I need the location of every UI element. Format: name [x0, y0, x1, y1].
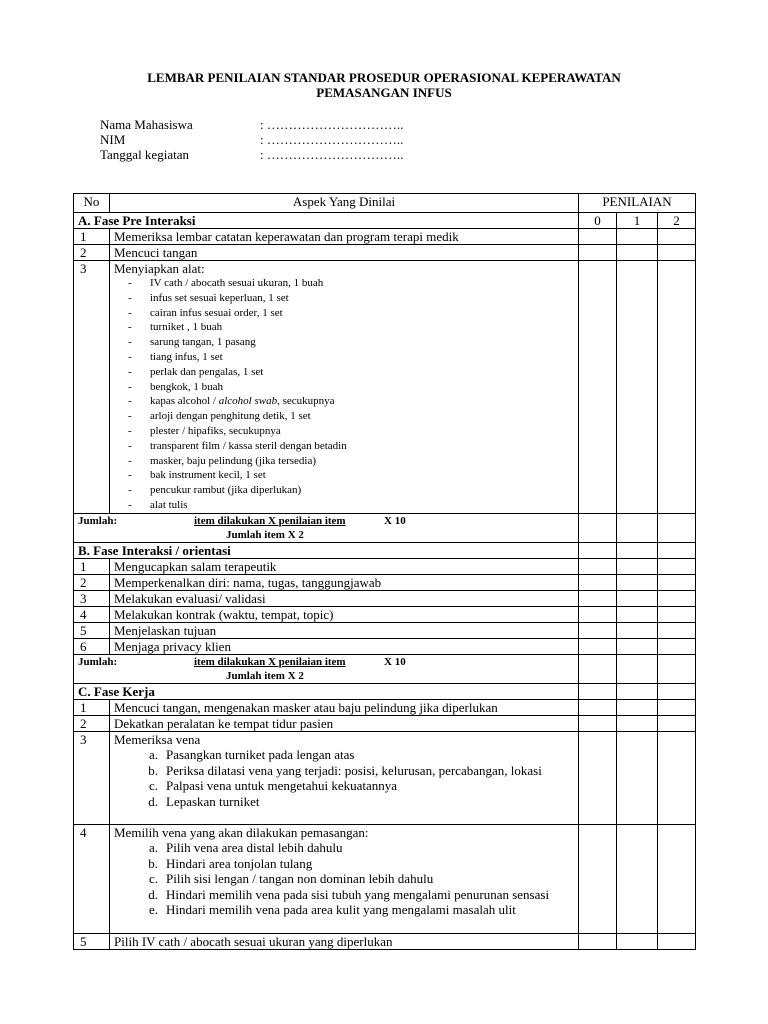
score-cell-1[interactable]	[617, 684, 658, 700]
score-cell-0[interactable]	[579, 623, 617, 639]
score-cell-1[interactable]	[617, 559, 658, 575]
list-item: - arloji dengan penghitung detik, 1 set	[128, 410, 311, 423]
score-cell-0[interactable]	[579, 655, 617, 684]
vena-steps	[114, 747, 574, 809]
document-title: LEMBAR PENILAIAN STANDAR PROSEDUR OPERASIONAL KEPERAWATAN	[147, 70, 621, 85]
info-label: Tanggal kegiatan	[100, 147, 189, 162]
row-text-tools	[110, 261, 579, 514]
score-cell-2[interactable]	[658, 732, 696, 825]
row-text: Mencuci tangan	[110, 245, 579, 261]
row-number: 1	[74, 229, 110, 245]
row-text: Mengucapkan salam terapeutik	[110, 559, 579, 575]
row-number: 5	[74, 623, 110, 639]
score-cell-2[interactable]	[658, 607, 696, 623]
row-number: 1	[74, 559, 110, 575]
score-cell-2[interactable]	[658, 825, 696, 934]
list-item: - sarung tangan, 1 pasang	[128, 336, 256, 349]
table-row	[74, 559, 696, 575]
row-text-pilih: Memilih vena yang akan dilakukan pemasangan: a. Pilih vena area distal lebih dahulu b. Hindari area tonjolan tulang c. Pilih sisi lengan / tangan non dominan lebih dahulu d. Hindari memilih vena pada sisi tubuh yang mengalami penurunan sensasi e. Hindari memilih vena pada area kulit yang mengalami masalah ulit	[110, 825, 579, 934]
pilih-steps	[114, 840, 574, 918]
row-text-vena: Memeriksa vena a. Pasangkan turniket pada lengan atas b. Periksa dilatasi vena yang terjadi: posisi, kelurusan, percabangan, lokasi c. Palpasi vena untuk mengetahui kekuatannya d. Lepaskan turniket	[110, 732, 579, 825]
document-subtitle: PEMASANGAN INFUS	[316, 85, 452, 100]
score-cell-2[interactable]	[658, 575, 696, 591]
table-header-row	[74, 194, 696, 213]
score-cell-1[interactable]	[617, 732, 658, 825]
jumlah-denominator: Jumlah item X 2	[226, 529, 304, 541]
table-row	[74, 934, 696, 950]
list-item: - plester / hipafiks, secukupnya	[128, 424, 281, 437]
row-number: 2	[74, 716, 110, 732]
info-row-date	[100, 147, 403, 162]
score-cell-0[interactable]	[579, 639, 617, 655]
list-item: d. Lepaskan turniket	[148, 793, 260, 809]
assessment-table	[73, 193, 696, 950]
section-c-row	[74, 684, 696, 700]
table-row	[74, 639, 696, 655]
score-cell-0[interactable]	[579, 934, 617, 950]
list-item: - bak instrument kecil, 1 set	[128, 469, 266, 482]
score-cell-1[interactable]	[617, 514, 658, 543]
section-c-title: C. Fase Kerja	[74, 684, 579, 700]
score-cell-0[interactable]	[579, 543, 617, 559]
info-row-name	[100, 117, 403, 132]
score-cell-0[interactable]	[579, 591, 617, 607]
row-number: 1	[74, 700, 110, 716]
jumlah-cell	[74, 655, 579, 684]
section-a-row	[74, 213, 696, 229]
score-cell-2[interactable]	[658, 591, 696, 607]
list-item: - masker, baju pelindung (jika tersedia)	[128, 454, 317, 467]
info-label: Nama Mahasiswa	[100, 117, 193, 132]
list-item: b. Hindari area tonjolan tulang	[148, 855, 313, 871]
score-cell-1[interactable]	[617, 825, 658, 934]
info-label: NIM	[100, 132, 126, 147]
score-cell-1[interactable]	[617, 655, 658, 684]
score-cell-2[interactable]	[658, 245, 696, 261]
jumlah-cell	[74, 514, 579, 543]
score-cell-0[interactable]	[579, 229, 617, 245]
score-cell-2[interactable]	[658, 514, 696, 543]
section-b-title: B. Fase Interaksi / orientasi	[74, 543, 579, 559]
score-cell-1[interactable]	[617, 261, 658, 514]
score-cell-0[interactable]	[579, 607, 617, 623]
jumlah-label: Jumlah:	[78, 656, 118, 668]
header-aspek: Aspek Yang Dinilai	[110, 194, 579, 213]
list-item: a. Pilih vena area distal lebih dahulu	[148, 840, 343, 855]
row-text: Pilih IV cath / abocath sesuai ukuran yang diperlukan	[110, 934, 579, 950]
row-text: Melakukan kontrak (waktu, tempat, topic)	[110, 607, 579, 623]
score-cell-2[interactable]	[658, 559, 696, 575]
score-cell-0[interactable]	[579, 732, 617, 825]
score-cell-1[interactable]	[617, 639, 658, 655]
row-text: Dekatkan peralatan ke tempat tidur pasien	[110, 716, 579, 732]
score-cell-2[interactable]	[658, 655, 696, 684]
row-number: 3	[74, 261, 110, 514]
score-cell-1[interactable]	[617, 543, 658, 559]
section-a-title: A. Fase Pre Interaksi	[74, 213, 579, 229]
score-header-0: 0	[579, 213, 617, 229]
list-item: c. Pilih sisi lengan / tangan non dominan lebih dahulu	[148, 871, 434, 886]
row-number: 2	[74, 575, 110, 591]
row-number: 4	[74, 607, 110, 623]
list-item: - kapas alcohol / alcohol swab, secukupnya	[128, 395, 335, 408]
jumlah-times: X 10	[384, 515, 406, 527]
list-item: - perlak dan pengalas, 1 set	[128, 365, 264, 378]
score-cell-2[interactable]	[658, 261, 696, 514]
list-item: - cairan infus sesuai order, 1 set	[128, 306, 283, 319]
table-row	[74, 261, 696, 514]
score-cell-0[interactable]	[579, 559, 617, 575]
jumlah-denominator: Jumlah item X 2	[226, 670, 304, 682]
list-item: - bengkok, 1 buah	[128, 380, 224, 393]
score-cell-1[interactable]	[617, 591, 658, 607]
score-cell-2[interactable]	[658, 229, 696, 245]
score-cell-0[interactable]	[579, 261, 617, 514]
row-number: 3	[74, 732, 110, 825]
list-item: b. Periksa dilatasi vena yang terjadi: posisi, kelurusan, percabangan, lokasi	[148, 762, 542, 778]
score-cell-2[interactable]	[658, 684, 696, 700]
row-text: Mencuci tangan, mengenakan masker atau baju pelindung jika diperlukan	[110, 700, 579, 716]
list-item: c. Palpasi vena untuk mengetahui kekuatannya	[148, 778, 398, 793]
score-cell-1[interactable]	[617, 229, 658, 245]
score-cell-1[interactable]	[617, 934, 658, 950]
list-item: d. Hindari memilih vena pada sisi tubuh yang mengalami penurunan sensasi	[148, 886, 550, 902]
score-cell-1[interactable]	[617, 607, 658, 623]
list-item: - tiang infus, 1 set	[128, 350, 223, 363]
jumlah-formula: item dilakukan X penilaian item	[194, 515, 346, 527]
score-cell-0[interactable]	[579, 716, 617, 732]
list-item: a. Pasangkan turniket pada lengan atas	[148, 747, 355, 762]
table-row	[74, 245, 696, 261]
tools-heading: Menyiapkan alat:	[114, 261, 205, 276]
score-cell-1[interactable]	[617, 716, 658, 732]
row-number: 2	[74, 245, 110, 261]
table-row	[74, 607, 696, 623]
table-row	[74, 716, 696, 732]
score-cell-1[interactable]	[617, 575, 658, 591]
jumlah-formula: item dilakukan X penilaian item	[194, 656, 346, 668]
row-number: 6	[74, 639, 110, 655]
list-item: - alat tulis	[128, 498, 188, 511]
table-row	[74, 732, 696, 825]
list-item: - turniket , 1 buah	[128, 321, 223, 334]
row-number: 4	[74, 825, 110, 934]
table-row	[74, 825, 696, 934]
score-cell-0[interactable]	[579, 575, 617, 591]
jumlah-row-b	[74, 655, 696, 684]
score-header-2: 2	[658, 213, 696, 229]
info-value: : …………………………..	[260, 132, 404, 147]
header-no: No	[74, 194, 110, 213]
row-number: 3	[74, 591, 110, 607]
row-text: Memeriksa lembar catatan keperawatan dan program terapi medik	[110, 229, 579, 245]
score-cell-2[interactable]	[658, 934, 696, 950]
list-item: - infus set sesuai keperluan, 1 set	[128, 291, 289, 304]
score-cell-2[interactable]	[658, 543, 696, 559]
info-value: : …………………………..	[260, 117, 404, 132]
score-header-1: 1	[617, 213, 658, 229]
score-cell-0[interactable]	[579, 700, 617, 716]
row-text: Menjelaskan tujuan	[110, 623, 579, 639]
table-row	[74, 229, 696, 245]
info-value: : …………………………..	[260, 147, 404, 162]
jumlah-label: Jumlah:	[78, 515, 118, 527]
table-row	[74, 623, 696, 639]
info-row-nim	[100, 132, 403, 147]
jumlah-row-a	[74, 514, 696, 543]
tools-list	[114, 276, 574, 513]
score-cell-1[interactable]	[617, 245, 658, 261]
score-cell-2[interactable]	[658, 716, 696, 732]
table-row	[74, 575, 696, 591]
score-cell-0[interactable]	[579, 825, 617, 934]
row-text: Melakukan evaluasi/ validasi	[110, 591, 579, 607]
score-cell-2[interactable]	[658, 639, 696, 655]
score-cell-1[interactable]	[617, 700, 658, 716]
score-cell-0[interactable]	[579, 684, 617, 700]
score-cell-1[interactable]	[617, 623, 658, 639]
section-b-row	[74, 543, 696, 559]
list-item: - transparent film / kassa steril dengan betadin	[128, 439, 347, 452]
row-text: Memperkenalkan diri: nama, tugas, tanggungjawab	[110, 575, 579, 591]
row-number: 5	[74, 934, 110, 950]
score-cell-0[interactable]	[579, 514, 617, 543]
header-penilaian: PENILAIAN	[579, 194, 696, 213]
table-row	[74, 591, 696, 607]
list-item: - IV cath / abocath sesuai ukuran, 1 buah	[128, 277, 324, 289]
jumlah-times: X 10	[384, 656, 406, 668]
score-cell-2[interactable]	[658, 700, 696, 716]
score-cell-0[interactable]	[579, 245, 617, 261]
table-row	[74, 700, 696, 716]
list-item: - pencukur rambut (jika diperlukan)	[128, 484, 302, 497]
score-cell-2[interactable]	[658, 623, 696, 639]
list-item: e. Hindari memilih vena pada area kulit yang mengalami masalah ulit	[148, 902, 516, 917]
student-info	[100, 117, 403, 162]
row-text: Menjaga privacy klien	[110, 639, 579, 655]
